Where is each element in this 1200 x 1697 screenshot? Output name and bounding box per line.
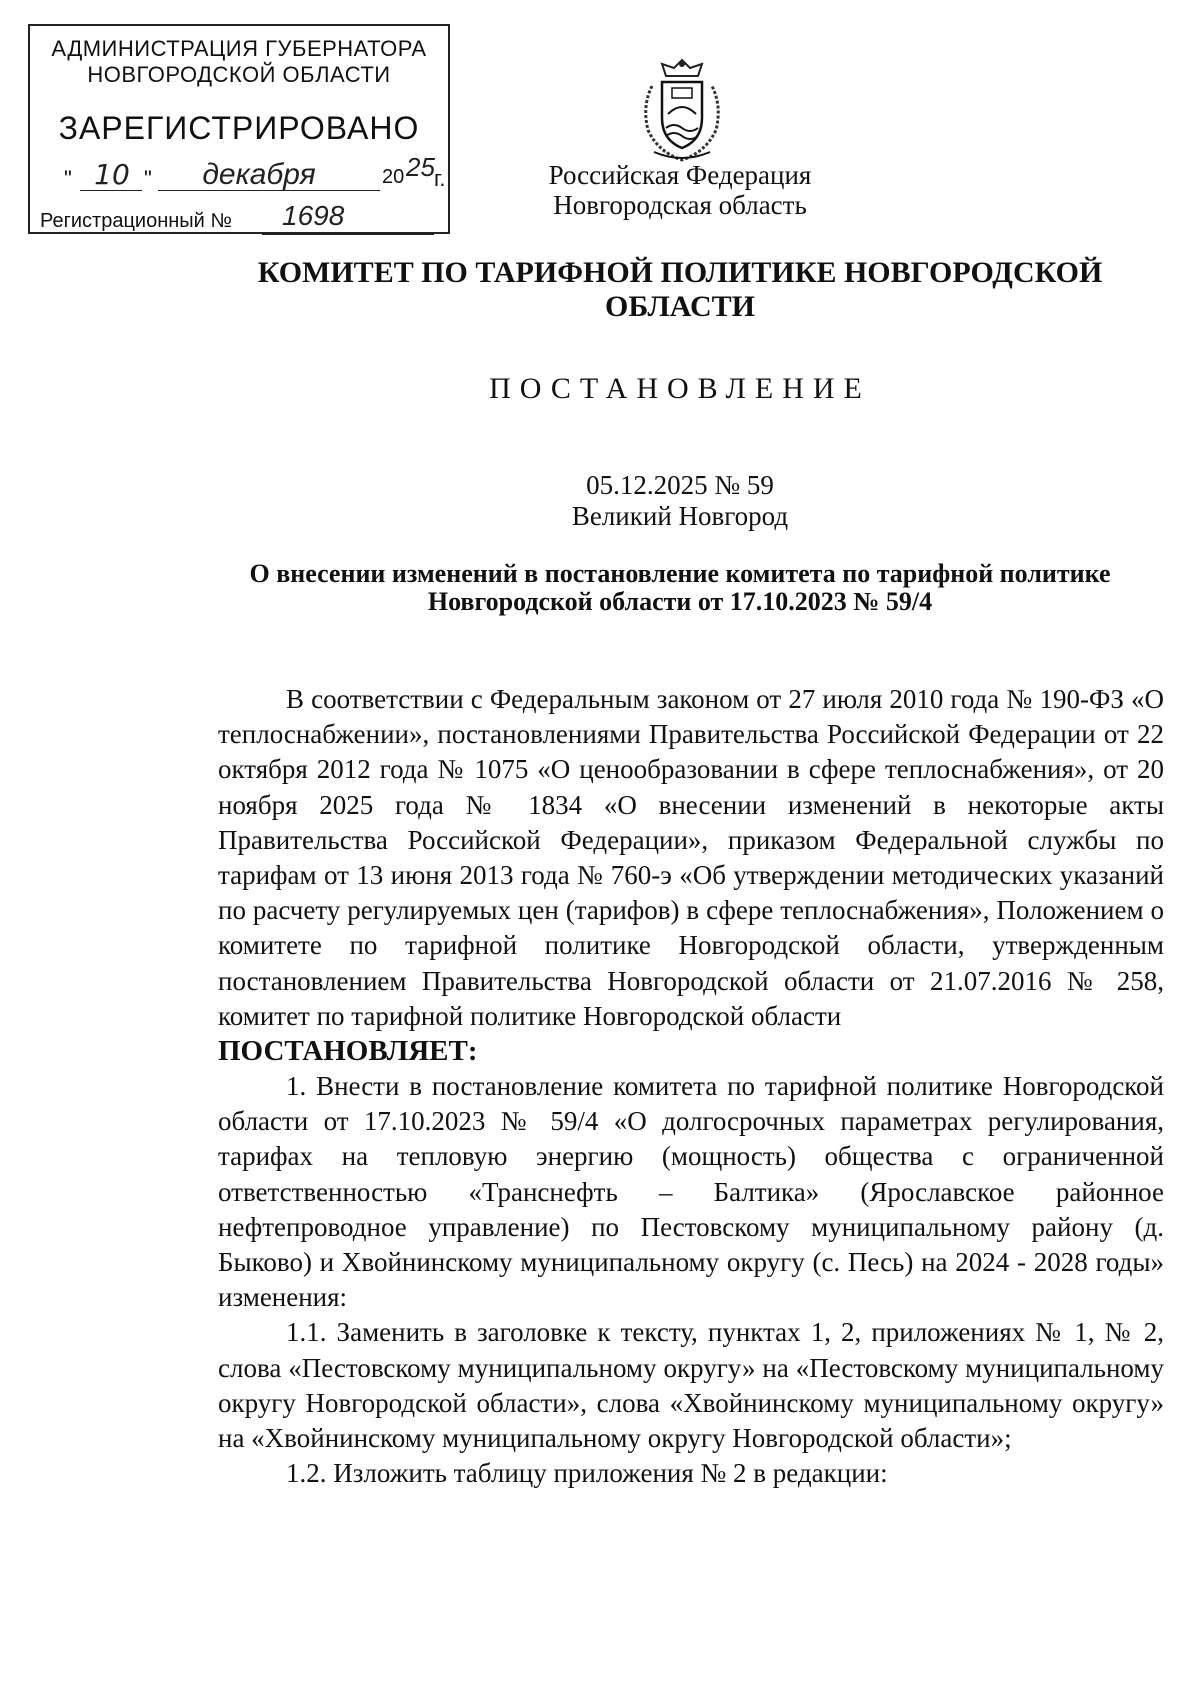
region-name: Новгородская область bbox=[553, 190, 807, 220]
stamp-quote: " bbox=[64, 166, 72, 191]
stamp-reg-label: Регистрационный № bbox=[40, 210, 232, 232]
stamp-authority-line2: НОВГОРОДСКОЙ ОБЛАСТИ bbox=[87, 62, 391, 87]
resolves-heading: ПОСТАНОВЛЯЕТ: bbox=[218, 1035, 478, 1068]
registration-stamp bbox=[28, 24, 450, 234]
city-name: Великий Новгород bbox=[571, 501, 789, 531]
decree-date-number bbox=[430, 470, 930, 532]
preamble-paragraph: В соответствии с Федеральным законом от 27 июля 2010 года № 190-ФЗ «О теплоснабжении», постановлениями Правительства Российской Федерации от 22 октября 2012 года № 1075 «О ценообразовании в сфере теплоснабжения», от 20 ноября 2025 года № 1834 «О внесении изменений в некоторые акты Правительства Российской Федерации», приказом Федеральной службы по тарифам от 13 июня 2013 года № 760-э «Об утверждении методических указаний по расчету регулируемых цен (тарифов) в сфере теплоснабжения», Положением о комитете по тарифной политике Новгородской области, утвержденным постановлением Правительства Новгородской области от 21.07.2016 № 258, комитет по тарифной политике Новгородской области bbox=[218, 684, 1164, 1031]
federation-name: Российская Федерация bbox=[548, 160, 812, 190]
stamp-day-underline bbox=[80, 190, 142, 191]
subject-line2: Новгородской области от 17.10.2023 № 59/4 bbox=[427, 587, 933, 616]
item-1-2-paragraph: 1.2. Изложить таблицу приложения № 2 в редакции: bbox=[286, 1458, 888, 1489]
decree-body bbox=[218, 682, 1164, 1491]
decree-subject bbox=[200, 560, 1160, 616]
stamp-month-underline bbox=[158, 190, 380, 191]
stamp-reg-number bbox=[40, 200, 440, 236]
stamp-reg-value: 1698 bbox=[282, 200, 345, 231]
item-1-1-paragraph: 1.1. Заменить в заголовке к тексту, пунктах 1, 2, приложениях № 1, № 2, слова «Пестовскому муниципальному округу» на «Пестовскому муниципальному округу Новгородской области», слова «Хвойнинскому муниципальному округу» на «Хвойнинскому муниципальному округу Новгородской области»; bbox=[218, 1317, 1164, 1454]
stamp-year-prefix: 20 bbox=[382, 166, 405, 188]
stamp-day: 10 bbox=[94, 158, 130, 191]
stamp-reg-underline bbox=[262, 234, 434, 235]
federation-heading bbox=[490, 160, 870, 220]
stamp-month: декабря bbox=[202, 158, 316, 191]
committee-title: КОМИТЕТ ПО ТАРИФНОЙ ПОЛИТИКЕ НОВГОРОДСКОЙ ОБЛАСТИ bbox=[257, 256, 1103, 323]
item-1-paragraph: 1. Внести в постановление комитета по тарифной политике Новгородской области от 17.10.2023 № 59/4 «О долгосрочных параметрах регулирования, тарифах на тепловую энергию (мощность) общества с ограниченной ответственностью «Транснефть – Балтика» (Ярославское районное нефтепроводное управление) по Пестовскому муниципальному району (д. Быково) и Хвойнинскому муниципальному округу (с. Песь) на 2024 - 2028 годы» изменения: bbox=[218, 1071, 1164, 1313]
stamp-registered-label: ЗАРЕГИСТРИРОВАНО bbox=[58, 110, 420, 146]
doc-type-title: ПОСТАНОВЛЕНИЕ bbox=[489, 372, 871, 405]
stamp-quote: " bbox=[144, 166, 152, 191]
date-and-number: 05.12.2025 № 59 bbox=[586, 470, 774, 500]
stamp-authority-line1: АДМИНИСТРАЦИЯ ГУБЕРНАТОРА bbox=[51, 36, 427, 61]
stamp-year-suffix: г. bbox=[434, 166, 446, 191]
stamp-date bbox=[64, 152, 446, 198]
stamp-year-handwritten: 25 bbox=[406, 152, 435, 182]
subject-line1: О внесении изменений в постановление комитета по тарифной политике bbox=[249, 559, 1111, 588]
coat-of-arms-icon bbox=[632, 56, 732, 164]
